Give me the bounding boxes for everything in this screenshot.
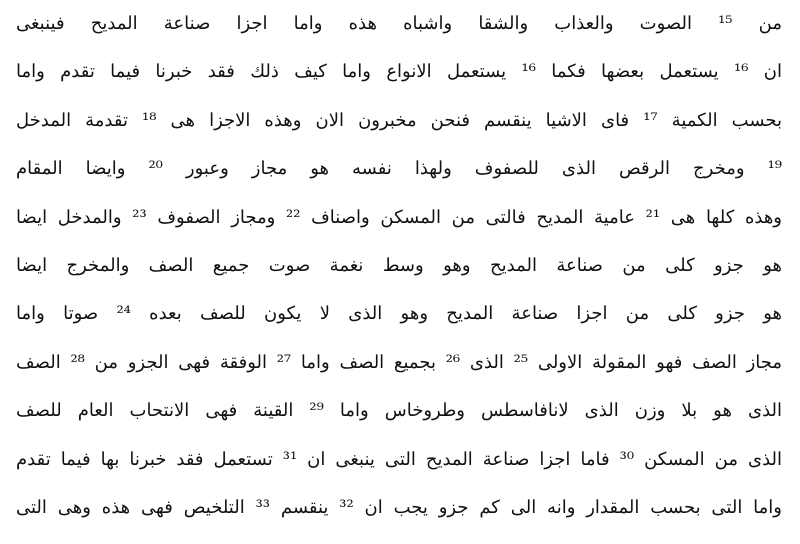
text-line-5: وهذه كلها هى ²¹ عامية المديح فالتى من المسكن واصناف ²² ومجاز الصفوف ²³ والمدخل ايضا	[16, 207, 782, 228]
text-line-9: الذى هو بلا وزن الذى لانافاسطس وطروخاس واما ²⁹ القينة فهى الانتحاب العام للصف	[16, 400, 782, 421]
text-line-3: بحسب الكمية ¹⁷ فاى الاشيا ينقسم فنحن مخبرون الان وهذه الاجزا هى ¹⁸ تقدمة المدخل	[16, 110, 782, 131]
text-line-1: من ¹⁵ الصوت والعذاب والشقا واشباه هذه واما اجزا صناعة المديح فينبغى	[16, 13, 782, 34]
text-line-2: ان ¹⁶ يستعمل بعضها فكما ¹⁶ يستعمل الانواع واما كيف ذلك فقد خبرنا فيما تقدم واما	[16, 61, 782, 82]
text-line-11: واما التى بحسب المقدار وانه الى كم جزو يجب ان ³² ينقسم ³³ التلخيص فهى هذه وهى التى	[16, 497, 782, 518]
text-line-7: هو جزو كلى من اجزا صناعة المديح وهو الذى لا يكون للصف بعده ²⁴ صوتا واما	[16, 303, 782, 324]
text-line-10: الذى من المسكن ³⁰ فاما اجزا صناعة المديح التى ينبغى ان ³¹ تستعمل فقد خبرنا بها فيما تقدم	[16, 449, 782, 470]
text-line-8: مجاز الصف فهو المقولة الاولى ²⁵ الذى ²⁶ بجميع الصف واما ²⁷ الوفقة فهى الجزو من ²⁸ الصف	[16, 352, 782, 373]
text-line-6: هو جزو كلى من صناعة المديح وهو وسط نغمة صوت جميع الصف والمخرج ايضا	[16, 255, 782, 276]
text-line-4: ¹⁹ ومخرج الرقص الذى للصفوف ولهذا نفسه هو مجاز وعبور ²⁰ وايضا المقام	[16, 158, 782, 179]
